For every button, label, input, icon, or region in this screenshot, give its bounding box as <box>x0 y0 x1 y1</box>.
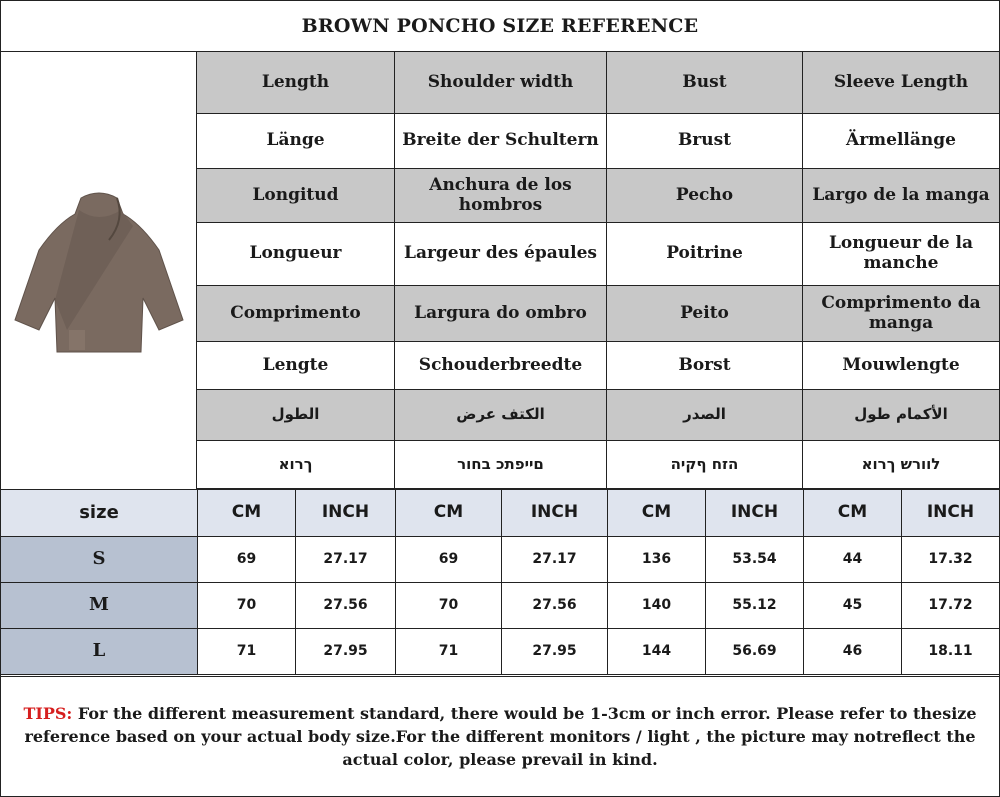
measurement-value: 27.56 <box>502 583 608 629</box>
size-row <box>1 537 1000 583</box>
translation-cell: Longueur de la manche <box>803 223 1000 286</box>
measurement-value: 144 <box>608 629 706 675</box>
translation-cell: Pecho <box>607 169 803 223</box>
translation-cell: Poitrine <box>607 223 803 286</box>
translation-row <box>197 52 1000 114</box>
poncho-illustration <box>9 180 189 360</box>
translation-table <box>196 51 1000 489</box>
translation-cell: الطول <box>197 390 395 441</box>
measurement-value: 17.32 <box>902 537 1000 583</box>
translation-cell: الأكمام طول <box>803 390 1000 441</box>
unit-header: INCH <box>502 490 608 537</box>
tips-note <box>8 702 992 771</box>
size-label: M <box>1 583 198 629</box>
translation-cell: Shoulder width <box>395 52 607 114</box>
translation-cell: Bust <box>607 52 803 114</box>
translation-cell: Borst <box>607 342 803 390</box>
unit-header: CM <box>804 490 902 537</box>
measurement-value: 56.69 <box>706 629 804 675</box>
translation-cell: Ärmellänge <box>803 114 1000 169</box>
translation-cell: الكتف عرض <box>395 390 607 441</box>
translation-cell: Mouwlengte <box>803 342 1000 390</box>
chart-title: BROWN PONCHO SIZE REFERENCE <box>1 1 999 52</box>
measurement-value: 53.54 <box>706 537 804 583</box>
measurement-value: 70 <box>198 583 296 629</box>
translation-cell: םייפתכ בחור <box>395 441 607 489</box>
measurement-value: 27.95 <box>296 629 396 675</box>
measurement-table <box>0 489 1000 675</box>
unit-header: CM <box>608 490 706 537</box>
translation-cell: Länge <box>197 114 395 169</box>
translation-cell: Comprimento <box>197 286 395 342</box>
measurement-value: 46 <box>804 629 902 675</box>
translation-cell: Anchura de los hombros <box>395 169 607 223</box>
translation-cell: Schouderbreedte <box>395 342 607 390</box>
translation-cell: Largeur des épaules <box>395 223 607 286</box>
translation-cell: Longitud <box>197 169 395 223</box>
translation-cell: Largura do ombro <box>395 286 607 342</box>
measurement-value: 27.56 <box>296 583 396 629</box>
translation-cell: לוורש ךרוא <box>803 441 1000 489</box>
measurement-value: 140 <box>608 583 706 629</box>
unit-header: INCH <box>902 490 1000 537</box>
measurement-value: 69 <box>198 537 296 583</box>
unit-header: INCH <box>296 490 396 537</box>
measurement-value: 27.17 <box>502 537 608 583</box>
measurement-value: 27.17 <box>296 537 396 583</box>
translation-cell: הזח ףקיה <box>607 441 803 489</box>
measurement-value: 136 <box>608 537 706 583</box>
brown-poncho-photo <box>1 52 197 488</box>
translation-cell: Lengte <box>197 342 395 390</box>
translation-row <box>197 390 1000 441</box>
unit-header-row <box>1 490 1000 537</box>
translation-row <box>197 286 1000 342</box>
measurement-value: 69 <box>396 537 502 583</box>
translation-cell: Comprimento da manga <box>803 286 1000 342</box>
size-header: size <box>1 490 198 537</box>
tips-text: For the different measurement standard, there would be 1-3cm or inch error. Please refer to thesize reference based on your actual body size.For the different monitors / light , the picture may notreflect the actual color, please prevail in kind. <box>24 704 977 769</box>
measurement-value: 44 <box>804 537 902 583</box>
translation-cell: Longueur <box>197 223 395 286</box>
measurement-value: 27.95 <box>502 629 608 675</box>
measurement-value: 45 <box>804 583 902 629</box>
divider <box>0 676 1000 677</box>
size-label: L <box>1 629 198 675</box>
unit-header: CM <box>396 490 502 537</box>
measurement-value: 70 <box>396 583 502 629</box>
translation-cell: Peito <box>607 286 803 342</box>
translation-row <box>197 114 1000 169</box>
measurement-value: 71 <box>396 629 502 675</box>
measurement-value: 71 <box>198 629 296 675</box>
unit-header: CM <box>198 490 296 537</box>
translation-cell: Breite der Schultern <box>395 114 607 169</box>
translation-cell: ךרוא <box>197 441 395 489</box>
unit-header: INCH <box>706 490 804 537</box>
size-row <box>1 583 1000 629</box>
translation-cell: الصدر <box>607 390 803 441</box>
measurement-value: 55.12 <box>706 583 804 629</box>
size-row <box>1 629 1000 675</box>
translation-cell: Sleeve Length <box>803 52 1000 114</box>
measurement-value: 18.11 <box>902 629 1000 675</box>
translation-cell: Length <box>197 52 395 114</box>
tips-label: TIPS: <box>23 704 73 723</box>
translation-cell: Brust <box>607 114 803 169</box>
translation-row <box>197 441 1000 489</box>
translation-row <box>197 169 1000 223</box>
size-label: S <box>1 537 198 583</box>
translation-cell: Largo de la manga <box>803 169 1000 223</box>
translation-row <box>197 223 1000 286</box>
measurement-value: 17.72 <box>902 583 1000 629</box>
translation-row <box>197 342 1000 390</box>
